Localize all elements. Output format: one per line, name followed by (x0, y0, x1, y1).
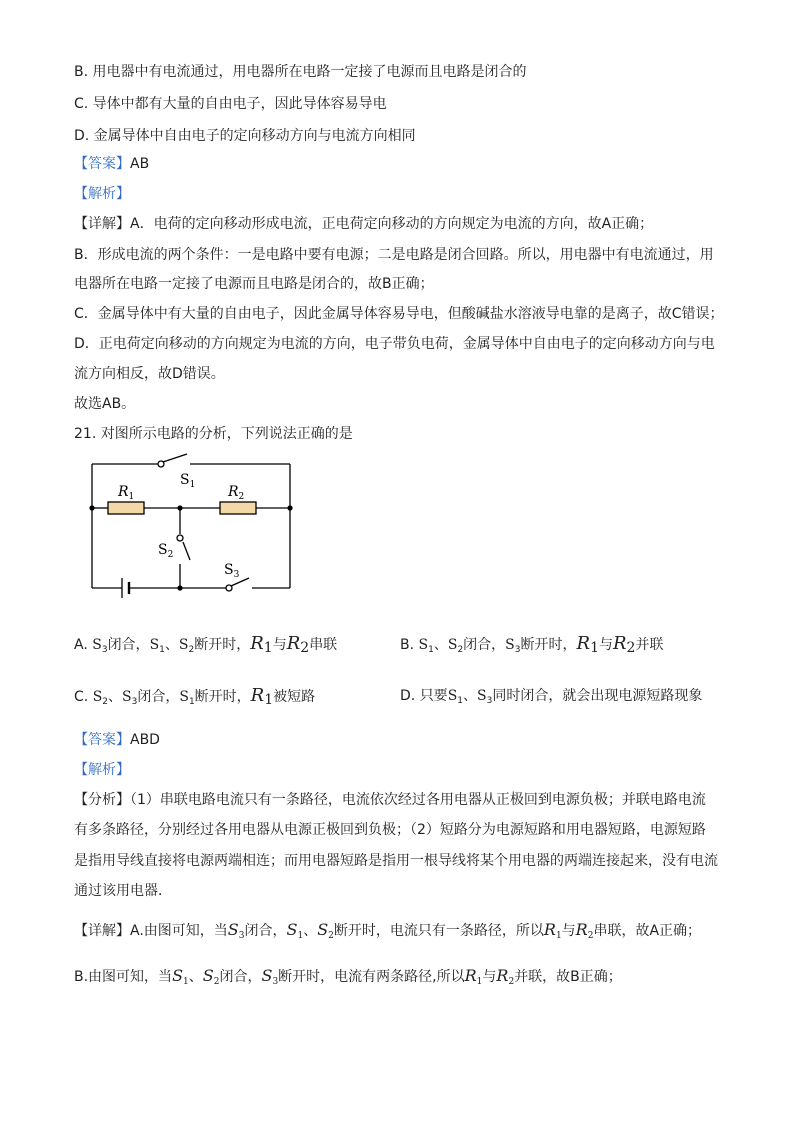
switch-symbol: S (505, 637, 515, 653)
option-letter: A. (74, 637, 88, 653)
subscript: 3 (486, 696, 493, 706)
q21-analysis-tag: 【解析】 (74, 762, 130, 778)
detail-line-6: 流方向相反，故D错误。 (74, 366, 225, 382)
answer-tag: 【答案】 (74, 156, 130, 172)
detail-line-4: C．金属导体中有大量的自由电子，因此金属导体容易导电，但酸碱盐水溶液导电靠的是离子，故C错误； (74, 306, 724, 322)
subscript: 2 (587, 931, 594, 941)
subscript: 1 (476, 977, 483, 987)
resistor-symbol: R (576, 633, 591, 654)
detail-text: A．电荷的定向移动形成电流，正电荷定向移动的方向规定为电流的方向，故A正确； (130, 216, 654, 232)
option-text: 被短路 (273, 689, 316, 705)
q21-analysis-line-4: 通过该用电器． (74, 883, 172, 899)
s1-label: S (180, 472, 190, 488)
separator: 、 (164, 637, 179, 653)
option-text: 与 (272, 637, 287, 653)
subscript: 3 (238, 931, 245, 941)
option-text: 同时闭合，就会出现电源短路现象 (492, 688, 703, 704)
subscript: 1 (188, 697, 195, 707)
resistor-symbol: R (496, 966, 509, 985)
separator: 、 (463, 688, 478, 704)
s2-label-sub: 2 (167, 550, 174, 560)
resistor-symbol: R (575, 920, 588, 939)
switch-symbol: S (178, 637, 189, 653)
detail-text: 串联，故A正确； (593, 923, 702, 939)
subscript: 1 (297, 931, 304, 941)
option-letter: D. (400, 688, 416, 704)
option-c-text: C. 导体中都有大量的自由电子，因此导体容易导电 (74, 96, 387, 112)
svg-text:R2 (227, 484, 244, 502)
switch-symbol: S (92, 637, 102, 653)
subscript: 1 (264, 692, 274, 708)
detail-tag: 【详解】 (74, 216, 130, 232)
option-text: 闭合， (107, 637, 150, 653)
s1-label-sub: 1 (189, 480, 196, 490)
q21-option-d (400, 684, 702, 713)
resistor-symbol: R (543, 920, 556, 939)
switch-symbol: S (179, 689, 189, 705)
s3-label-sub: 3 (233, 570, 240, 580)
detail-text: 与 (482, 969, 497, 985)
q21-option-b (400, 632, 663, 662)
switch-symbol: S (317, 920, 329, 939)
detail-text: 与 (561, 923, 576, 939)
q21-analysis-line-2: 有多条路径，分别经过各用电器从电源正极回到负极；（2）短路分为电源短路和用电器短路，电源短路 (74, 822, 706, 838)
switch-symbol: S (149, 637, 160, 653)
switch-symbol: S (202, 966, 214, 985)
detail-text: 并联，故B正确； (514, 969, 622, 985)
separator: 、 (303, 923, 318, 939)
resistor-symbol: R (286, 633, 301, 654)
r1-label-sub: 1 (128, 492, 135, 502)
switch-symbol: S (286, 920, 298, 939)
detail-tag: 【详解】 (74, 923, 130, 939)
separator: 、 (108, 689, 123, 705)
subscript: 2 (328, 931, 334, 941)
option-letter: B. (400, 637, 415, 653)
detail-line-3: 电器所在电路一定接了电源而且电路是闭合的，故B正确； (74, 276, 434, 292)
switch-symbol: S (418, 637, 429, 653)
q21-option-a (74, 632, 337, 662)
conclusion-line: 故选AB。 (74, 396, 136, 412)
switch-symbol: S (172, 966, 184, 985)
analysis-head: 【分析】 (74, 792, 130, 808)
svg-text:S3 (224, 562, 240, 580)
option-text: 与 (598, 637, 613, 653)
detail-text: 闭合， (244, 923, 287, 939)
subscript: 1 (183, 977, 189, 987)
detail-line-5: D．正电荷定向移动的方向规定为电流的方向，电子带负电荷，金属导体中自由电子的定向移动方向与电 (74, 336, 715, 352)
subscript: 1 (428, 645, 434, 655)
detail-text: A.由图可知，当 (130, 923, 228, 939)
q21-detail-a (74, 918, 701, 948)
answer-line (74, 154, 149, 174)
q21-analysis-line-1 (74, 790, 706, 810)
detail-text: 断开时，电流只有一条路径，所以 (333, 923, 544, 939)
option-b-text: B. 用电器中有电流通过，用电器所在电路一定接了电源而且电路是闭合的 (74, 64, 527, 80)
switch-symbol: S (92, 689, 103, 705)
subscript: 2 (457, 645, 464, 655)
subscript: 1 (263, 640, 273, 656)
switch-symbol: S (122, 689, 132, 705)
option-letter: C. (74, 689, 89, 705)
switch-symbol: S (477, 688, 487, 704)
detail-text: 闭合， (219, 969, 262, 985)
subscript: 2 (213, 977, 220, 987)
subscript: 1 (159, 645, 165, 655)
separator: 、 (188, 969, 203, 985)
q21-detail-b (74, 964, 622, 994)
analysis-text: （1）串联电路电流只有一条路径，电流依次经过各用电器从正极回到电源负极；并联电路电流 (130, 792, 706, 808)
subscript: 3 (131, 697, 138, 707)
resistor-symbol: R (464, 966, 477, 985)
subscript: 1 (590, 640, 599, 656)
svg-text:S2 (158, 542, 173, 560)
subscript: 2 (300, 640, 310, 656)
option-text: 串联 (309, 637, 338, 653)
subscript: 2 (508, 977, 515, 987)
q21-option-c (74, 684, 315, 714)
option-d-text: D. 金属导体中自由电子的定向移动方向与电流方向相同 (74, 128, 416, 144)
resistor-symbol: R (250, 633, 264, 654)
subscript: 2 (102, 697, 109, 707)
option-text: 并联 (635, 637, 664, 653)
subscript: 2 (626, 640, 636, 656)
switch-symbol: S (227, 920, 239, 939)
answer-tag: 【答案】 (74, 732, 130, 748)
switch-symbol: S (447, 688, 458, 704)
option-text: 闭合， (137, 689, 180, 705)
question-stem: 21. 对图所示电路的分析，下列说法正确的是 (74, 426, 353, 442)
subscript: 1 (555, 931, 562, 941)
s3-label: S (224, 562, 234, 578)
subscript: 1 (457, 696, 464, 706)
resistor-symbol: R (250, 685, 265, 706)
separator: 、 (433, 637, 448, 653)
circuit-diagram (86, 452, 306, 604)
subscript: 3 (101, 645, 108, 655)
analysis-tag: 【解析】 (74, 186, 130, 202)
r2-label: R (228, 484, 239, 500)
q21-analysis-line-3: 是指用导线直接将电源两端相连；而用电器短路是指用一根导线将某个用电器的两端连接起来，没有电流 (74, 853, 718, 869)
svg-text:S1 (180, 472, 195, 490)
detail-text: B.由图可知，当 (74, 969, 173, 985)
subscript: 3 (272, 977, 279, 987)
detail-line-1 (74, 214, 653, 234)
detail-line-2: B．形成电流的两个条件：一是电路中要有电源；二是电路是闭合回路。所以，用电器中有电流通过，用 (74, 247, 714, 263)
option-text: 断开时， (520, 637, 577, 653)
r1-label: R (118, 484, 129, 500)
option-text: 闭合， (463, 637, 506, 653)
q21-answer-line (74, 730, 160, 750)
switch-symbol: S (447, 637, 458, 653)
r2-label-sub: 2 (238, 492, 245, 502)
option-text: 断开时， (194, 689, 251, 705)
answer-value: AB (130, 156, 150, 172)
switch-symbol: S (261, 966, 273, 985)
subscript: 2 (188, 645, 195, 655)
s2-label: S (158, 542, 168, 558)
resistor-symbol: R (612, 633, 627, 654)
answer-value: ABD (130, 732, 160, 748)
detail-text: 断开时，电流有两条路径,所以 (278, 969, 465, 985)
option-text: 断开时， (194, 637, 251, 653)
subscript: 3 (514, 645, 521, 655)
svg-text:R1 (117, 484, 134, 502)
option-text: 只要 (419, 688, 448, 704)
